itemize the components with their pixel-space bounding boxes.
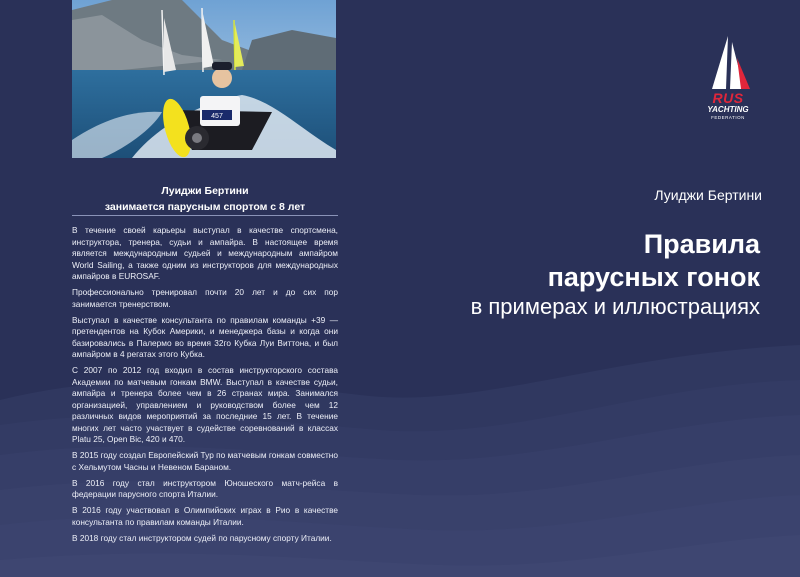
bio-divider [72, 215, 338, 216]
bio-paragraph: Выступал в качестве консультанта по правилам команды +39 — претендентов на Кубок Америки, и менеджера базы и когда они базировались в Палермо во время 32го Кубка Луи Виттона, и был ампайром в 4 регатах этого Кубка. [72, 314, 338, 359]
bio-heading [72, 183, 338, 215]
logo-federation-text: FEDERATION [711, 115, 745, 120]
cover-author: Луиджи Бертини [654, 187, 762, 203]
bio-paragraph: С 2007 по 2012 год входил в состав инструкторского состава Академии по матчевым гонкам BMW. Выступал в качестве судьи, ампайра и тренера более чем в 26 странах мира. Занимался организацией, управлением и руководством более чем 12 различных видов мероприятий за последние 15 лет. В течение многих лет часто участвует в судействе соревнований в классах Platu 25, Open Bic, 420 и 470. [72, 365, 338, 444]
boat-number: 457 [211, 113, 223, 120]
cover-subtitle: в примерах и иллюстрациях [470, 294, 760, 319]
bio-paragraph: В 2015 году создал Европейский Тур по матчевым гонкам совместно с Хельмутом Часны и Невеном Бараном. [72, 450, 338, 472]
rus-yachting-logo [692, 34, 764, 124]
logo-rus-text: RUS [712, 90, 744, 106]
bio-paragraph: В 2016 году стал инструктором Юношеского матч-рейса в федерации парусного спорта Италии. [72, 477, 338, 499]
logo-yachting-text: YACHTING [707, 105, 749, 114]
bio-author-name: Луиджи Бертини [161, 185, 249, 197]
bio-paragraph: В 2018 году стал инструктором судей по парусному спорту Италии. [72, 532, 332, 543]
bio-paragraph: В течение своей карьеры выступал в качестве спортсмена, инструктора, тренера, судьи и ампайра. В настоящее время является международным судьей и международным ампайром World Sailing, а также одним из инструкторов для международных ампайров в EUROSAF. [72, 225, 338, 281]
cover-title-line2: парусных гонок [547, 262, 760, 292]
sailing-photo [72, 0, 336, 158]
bio-paragraph: В 2016 году участвовал в Олимпийских играх в Рио в качестве консультанта по правилам команды Италии. [72, 505, 338, 527]
bio-paragraph: Профессионально тренировал почти 20 лет и до сих пор занимается тренерством. [72, 287, 338, 309]
bio-tagline: занимается парусным спортом с 8 лет [104, 201, 306, 213]
bio-text [72, 225, 338, 549]
cover-title-line1: Правила [643, 229, 760, 259]
sail-logo-icon [692, 34, 764, 94]
